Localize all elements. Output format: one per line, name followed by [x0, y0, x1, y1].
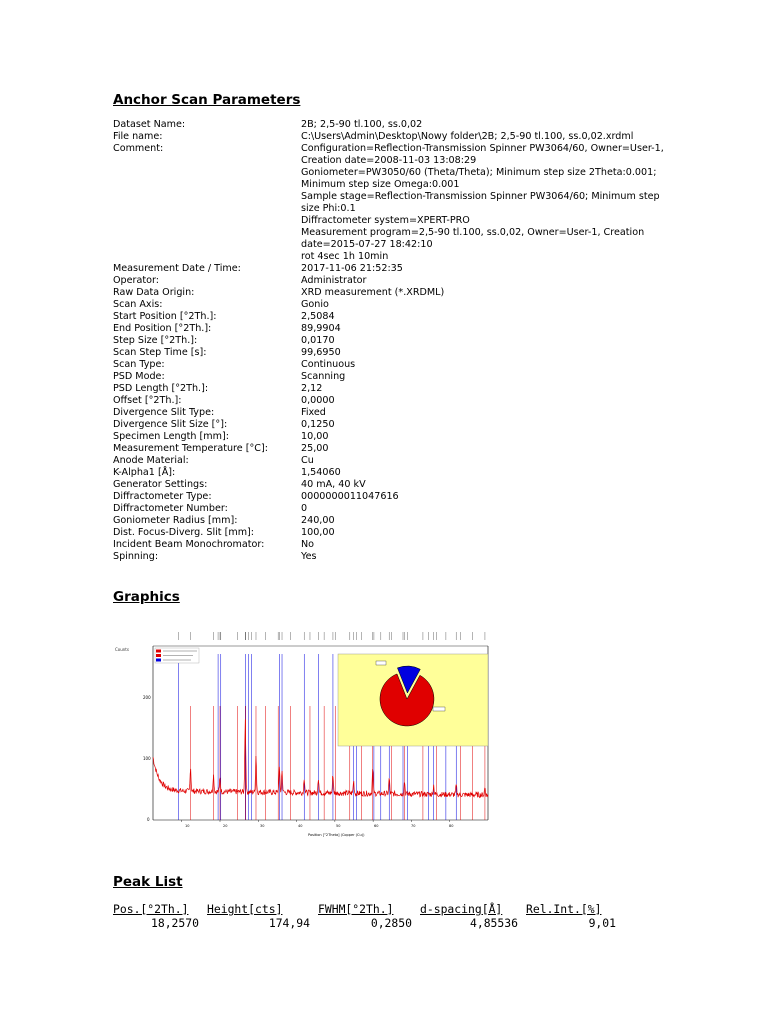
param-key: [113, 251, 301, 263]
peak-table-header-row: [113, 902, 616, 916]
header-height: Height[cts]: [207, 902, 283, 916]
param-row: [113, 503, 673, 515]
param-value: 40 mA, 40 kV: [301, 479, 366, 490]
param-value: Measurement program=2,5-90 tl.100, ss.0,02, Owner=User-1, Creation date=2015-07-27 18:42:10: [301, 227, 645, 250]
param-row: [113, 227, 673, 251]
param-key: Comment:: [113, 143, 164, 154]
param-row: [113, 431, 673, 443]
param-value: Goniometer=PW3050/60 (Theta/Theta); Minimum step size 2Theta:0.001; Minimum step size Omega:0.001: [301, 167, 657, 190]
param-value: 0000000011047616: [301, 491, 399, 502]
header-fwhm: FWHM[°2Th.]: [318, 902, 394, 916]
x-axis-label: Position [°2Theta] (Copper (Cu)): [308, 833, 365, 837]
param-value: No: [301, 539, 315, 550]
param-key: File name:: [113, 131, 163, 142]
param-value: 2,5084: [301, 311, 335, 322]
param-row: [113, 383, 673, 395]
xrd-pattern-graphic: [113, 624, 491, 844]
param-key: Offset [°2Th.]:: [113, 395, 182, 406]
param-key: [113, 215, 301, 227]
param-value: Scanning: [301, 371, 346, 382]
param-row: [113, 299, 673, 311]
y-tick-100: 100: [143, 756, 151, 761]
param-row: [113, 407, 673, 419]
param-key: Goniometer Radius [mm]:: [113, 515, 238, 526]
param-row: [113, 467, 673, 479]
param-row: [113, 479, 673, 491]
param-key: Raw Data Origin:: [113, 287, 195, 298]
param-value: Administrator: [301, 275, 367, 286]
param-row: [113, 419, 673, 431]
param-value: Cu: [301, 455, 314, 466]
param-value: 0,0000: [301, 395, 335, 406]
param-row: [113, 311, 673, 323]
param-value: 240,00: [301, 515, 335, 526]
param-key: End Position [°2Th.]:: [113, 323, 212, 334]
param-row: [113, 167, 673, 191]
x-tick-40: 40: [298, 824, 303, 828]
param-row: [113, 131, 673, 143]
param-row: [113, 395, 673, 407]
y-tick-200: 200: [143, 695, 151, 700]
param-key: Measurement Temperature [°C]:: [113, 443, 268, 454]
param-row: [113, 263, 673, 275]
param-row: [113, 335, 673, 347]
param-row: [113, 119, 673, 131]
param-value: C:\Users\Admin\Desktop\Nowy folder\2B; 2,5-90 tl.100, ss.0,02.xrdml: [301, 131, 634, 142]
param-key: Measurement Date / Time:: [113, 263, 241, 274]
x-tick-60: 60: [374, 824, 379, 828]
param-row: [113, 323, 673, 335]
x-tick-20: 20: [223, 824, 228, 828]
table-row: [113, 916, 616, 930]
param-key: Diffractometer Number:: [113, 503, 228, 514]
param-row: [113, 371, 673, 383]
param-value: Fixed: [301, 407, 326, 418]
param-value: Continuous: [301, 359, 356, 370]
cell-rel-int: 9,01: [588, 916, 616, 930]
param-value: 2B; 2,5-90 tl.100, ss.0,02: [301, 119, 423, 130]
param-key: PSD Length [°2Th.]:: [113, 383, 209, 394]
param-key: Dataset Name:: [113, 119, 186, 130]
cell-fwhm: 0,2850: [370, 916, 412, 930]
param-value: Configuration=Reflection-Transmission Spinner PW3064/60, Owner=User-1, Creation date=2008-11-03 13:08:29: [301, 143, 664, 166]
param-key: Generator Settings:: [113, 479, 208, 490]
param-key: Operator:: [113, 275, 160, 286]
phase-pie-inset: [338, 654, 488, 746]
x-tick-10: 10: [185, 824, 190, 828]
param-row: [113, 143, 673, 167]
peak-list-table: [113, 902, 616, 930]
param-key: Scan Step Time [s]:: [113, 347, 207, 358]
param-key: Dist. Focus-Diverg. Slit [mm]:: [113, 527, 255, 538]
param-key: Start Position [°2Th.]:: [113, 311, 217, 322]
param-key: Specimen Length [mm]:: [113, 431, 229, 442]
section-title-peak-list: Peak List: [113, 874, 183, 890]
param-row: [113, 359, 673, 371]
param-key: Divergence Slit Type:: [113, 407, 215, 418]
param-key: Incident Beam Monochromator:: [113, 539, 265, 550]
cell-position: 18,2570: [150, 916, 199, 930]
param-value: 0,1250: [301, 419, 335, 430]
param-row: [113, 455, 673, 467]
param-value: 1,54060: [301, 467, 341, 478]
x-tick-50: 50: [336, 824, 341, 828]
param-key: K-Alpha1 [Å]:: [113, 467, 176, 478]
param-value: 0,0170: [301, 335, 335, 346]
param-key: [113, 191, 301, 215]
param-value: rot 4sec 1h 10min: [301, 251, 389, 262]
param-value: 2017-11-06 21:52:35: [301, 263, 403, 274]
x-tick-70: 70: [411, 824, 416, 828]
x-tick-30: 30: [260, 824, 265, 828]
param-key: Step Size [°2Th.]:: [113, 335, 198, 346]
param-row: [113, 275, 673, 287]
section-title-anchor-scan-parameters: Anchor Scan Parameters: [113, 92, 301, 108]
param-key: Divergence Slit Size [°]:: [113, 419, 228, 430]
param-key: [113, 227, 301, 251]
param-value: 25,00: [301, 443, 329, 454]
param-value: 10,00: [301, 431, 329, 442]
param-row: [113, 443, 673, 455]
param-row: [113, 551, 673, 563]
param-key: Diffractometer Type:: [113, 491, 212, 502]
param-value: 0: [301, 503, 308, 514]
y-tick-0: 0: [147, 817, 150, 822]
param-row: [113, 539, 673, 551]
section-title-graphics: Graphics: [113, 589, 180, 605]
param-row: [113, 215, 673, 227]
x-tick-80: 80: [449, 824, 454, 828]
header-d-spacing: d-spacing[Å]: [420, 902, 503, 916]
param-value: Sample stage=Reflection-Transmission Spinner PW3064/60; Minimum step size Phi:0.1: [301, 191, 660, 214]
param-row: [113, 515, 673, 527]
param-value: 99,6950: [301, 347, 341, 358]
y-axis-label: Counts: [115, 647, 129, 652]
param-key: Scan Axis:: [113, 299, 163, 310]
param-row: [113, 347, 673, 359]
param-value: 2,12: [301, 383, 323, 394]
param-row: [113, 527, 673, 539]
param-key: Anode Material:: [113, 455, 189, 466]
header-rel-int: Rel.Int.[%]: [526, 902, 602, 916]
param-key: Spinning:: [113, 551, 159, 562]
param-key: [113, 167, 301, 191]
param-row: [113, 287, 673, 299]
param-row: [113, 191, 673, 215]
param-value: 89,9904: [301, 323, 341, 334]
param-value: Diffractometer system=XPERT-PRO: [301, 215, 470, 226]
param-key: PSD Mode:: [113, 371, 165, 382]
xrd-pattern-svg: [113, 624, 491, 844]
cell-d-spacing: 4,85536: [469, 916, 518, 930]
param-value: XRD measurement (*.XRDML): [301, 287, 445, 298]
param-value: 100,00: [301, 527, 335, 538]
param-row: [113, 251, 673, 263]
param-row: [113, 491, 673, 503]
header-position: Pos.[°2Th.]: [113, 902, 189, 916]
param-value: Yes: [301, 551, 317, 562]
param-key: Scan Type:: [113, 359, 165, 370]
scan-parameters-list: [113, 119, 673, 563]
legend: [155, 648, 199, 663]
param-value: Gonio: [301, 299, 329, 310]
cell-height: 174,94: [268, 916, 310, 930]
